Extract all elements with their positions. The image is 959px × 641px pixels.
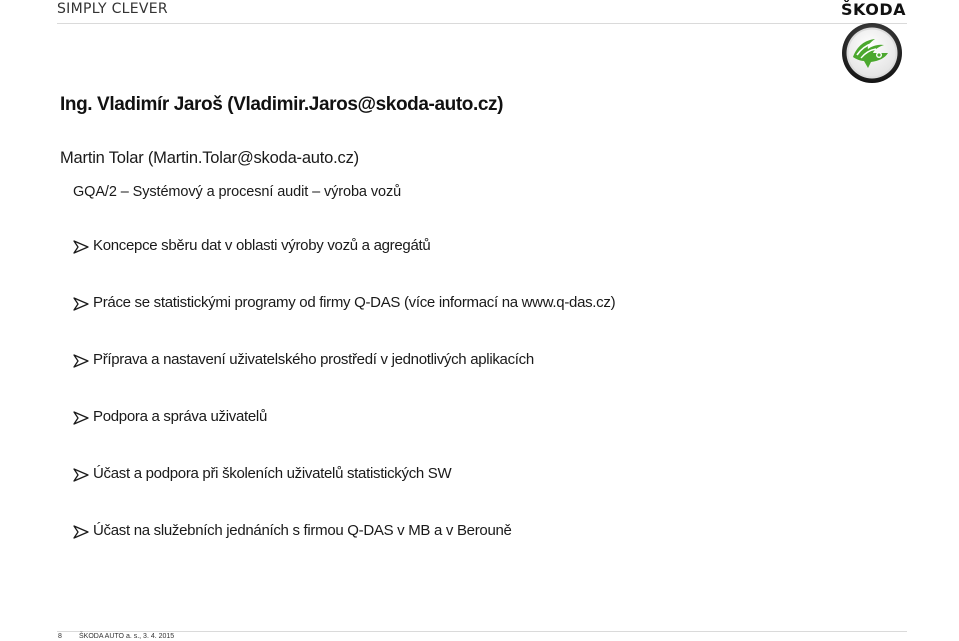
tagline: SIMPLY CLEVER — [57, 1, 168, 17]
list-item — [72, 237, 615, 294]
list-item — [72, 522, 615, 579]
list-item-text: Příprava a nastavení uživatelského prostředí v jednotlivých aplikacích — [93, 351, 534, 368]
footer-text: ŠKODA AUTO a. s., 3. 4. 2015 — [79, 633, 175, 640]
list-item-text: Koncepce sběru dat v oblasti výroby vozů a agregátů — [93, 237, 431, 254]
list-item-text: Podpora a správa uživatelů — [93, 408, 267, 425]
brand-wordmark: ŠKODA — [841, 0, 906, 19]
bullet-list — [72, 237, 615, 579]
author-secondary: Martin Tolar (Martin.Tolar@skoda-auto.cz) — [60, 149, 359, 167]
arrow-bullet-icon — [72, 239, 91, 255]
skoda-winged-arrow-icon — [841, 22, 903, 84]
department-line: GQA/2 – Systémový a procesní audit – výroba vozů — [73, 184, 402, 200]
list-item-text: Práce se statistickými programy od firmy Q-DAS (více informací na www.q-das.cz) — [93, 294, 616, 311]
arrow-bullet-icon — [72, 296, 91, 312]
page-number: 8 — [58, 633, 62, 640]
author-primary: Ing. Vladimír Jaroš (Vladimir.Jaros@skoda-auto.cz) — [60, 94, 504, 115]
arrow-bullet-icon — [72, 467, 91, 483]
list-item — [72, 294, 615, 351]
list-item — [72, 408, 615, 465]
header-divider — [57, 23, 907, 24]
list-item-text: Účast a podpora při školeních uživatelů statistických SW — [93, 465, 452, 482]
list-item-text: Účast na služebních jednáních s firmou Q-DAS v MB a v Berouně — [93, 522, 512, 539]
list-item — [72, 351, 615, 408]
arrow-bullet-icon — [72, 410, 91, 426]
arrow-bullet-icon — [72, 524, 91, 540]
list-item — [72, 465, 615, 522]
footer-divider — [57, 631, 907, 632]
arrow-bullet-icon — [72, 353, 91, 369]
